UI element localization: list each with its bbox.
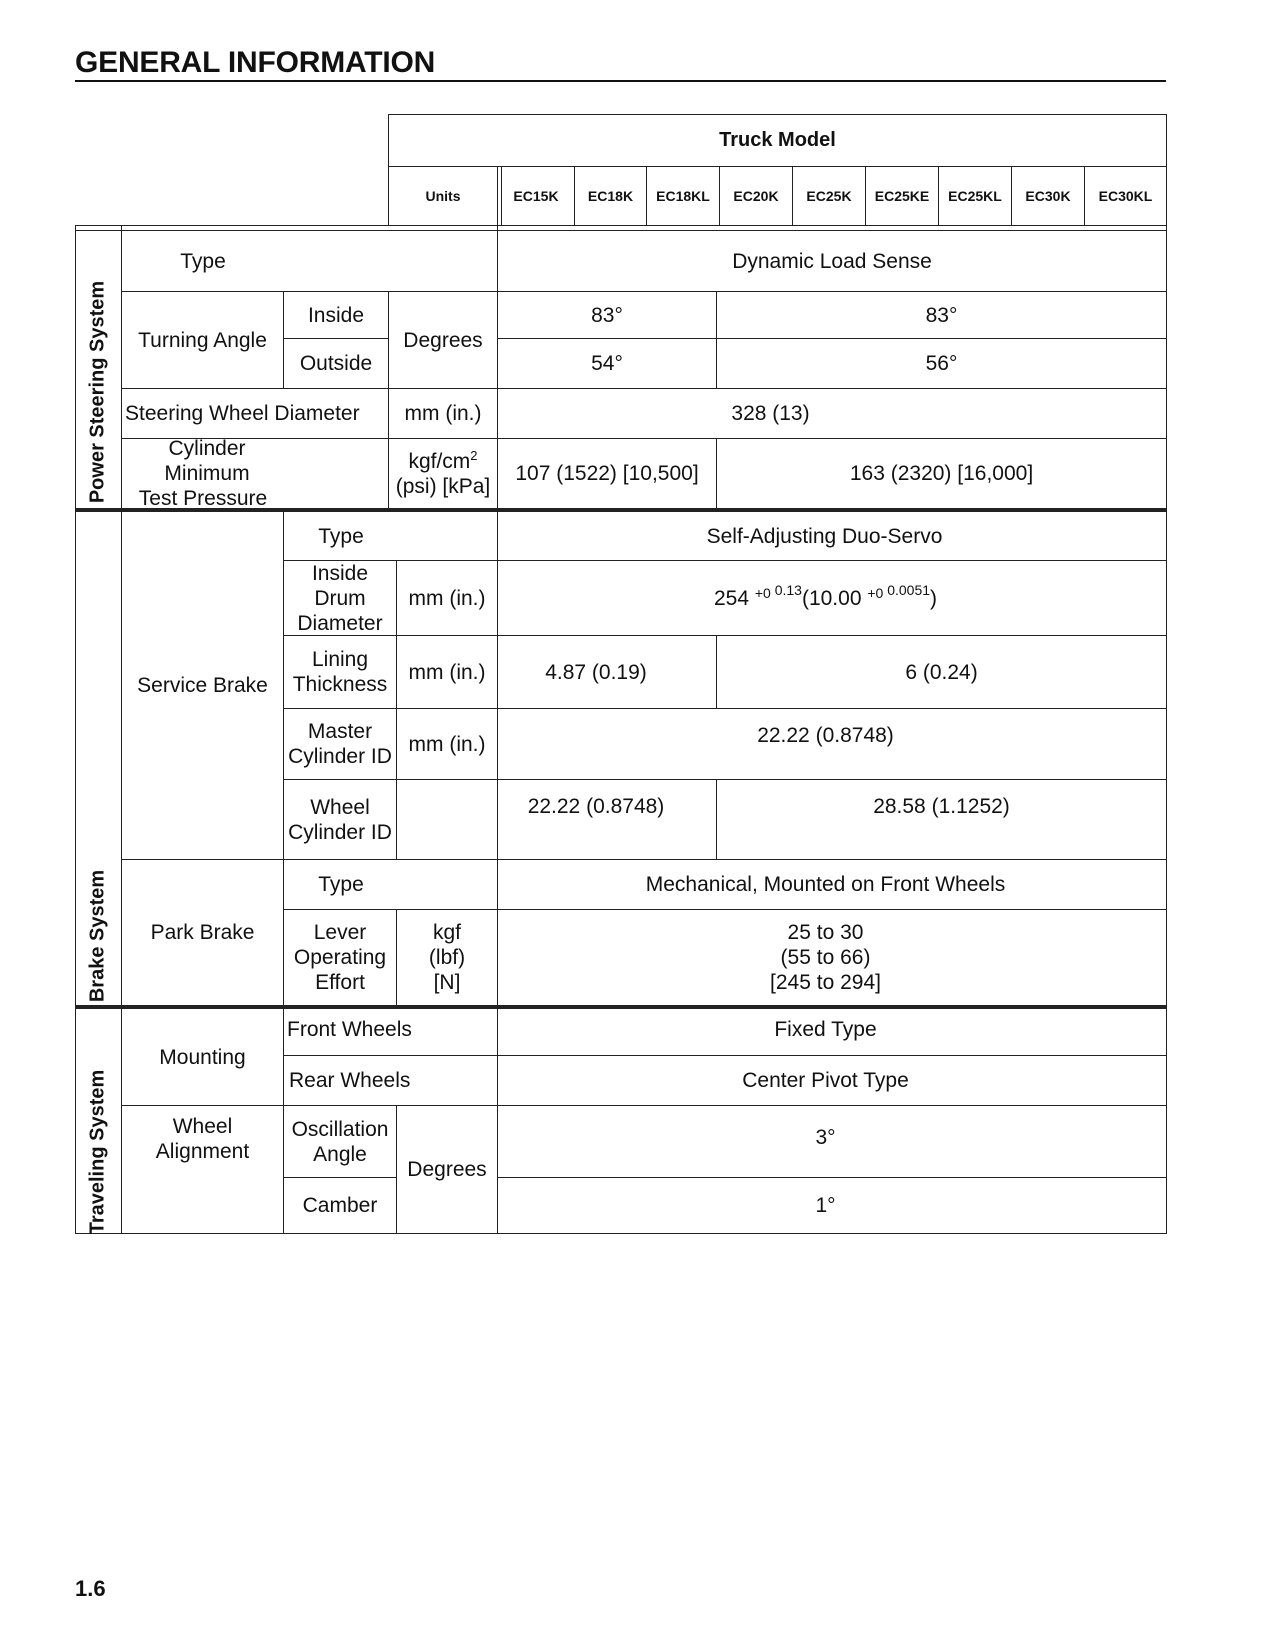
rear-wheels-value: Center Pivot Type	[742, 1069, 909, 1092]
cylinder-test-units	[389, 439, 497, 508]
lever-label-line3: Effort	[315, 971, 365, 994]
model-header: EC30K	[1025, 187, 1071, 204]
lever-label-line2: Operating	[293, 946, 387, 969]
section-label-brake: Brake System	[86, 869, 109, 1003]
service-brake-label: Service Brake	[137, 674, 268, 697]
cylinder-test-value-b: 163 (2320) [16,000]	[849, 462, 1034, 485]
wheel-diameter-label: Steering Wheel Diameter	[125, 402, 360, 425]
outside-label: Outside	[299, 352, 373, 375]
steering-type-label: Type	[180, 249, 226, 273]
master-value: 22.22 (0.8748)	[757, 723, 894, 747]
master-units: mm (in.)	[408, 732, 486, 756]
drum-in-plus: +0	[867, 584, 884, 601]
lever-units-line3: [N]	[433, 971, 461, 994]
line	[1166, 114, 1167, 1234]
lever-units	[397, 910, 497, 1005]
drum-label-line1: Inside Drum	[311, 561, 369, 610]
lever-units-line1: kgf	[432, 921, 461, 944]
turning-units: Degrees	[403, 328, 483, 352]
model-header: EC15K	[513, 187, 559, 204]
model-header: EC18KL	[656, 187, 710, 204]
drum-value-text	[713, 581, 938, 611]
title-rule	[75, 80, 1166, 82]
steering-type-value: Dynamic Load Sense	[732, 249, 932, 273]
lever-value-line1: 25 to 30	[787, 921, 864, 944]
alignment-units: Degrees	[407, 1158, 487, 1181]
units-text: kgf/cm	[408, 449, 471, 473]
lining-units: mm (in.)	[408, 660, 486, 684]
page-number: 1.6	[75, 1576, 106, 1601]
rear-wheels-label: Rear Wheels	[289, 1069, 411, 1092]
brake-type-value: Self-Adjusting Duo-Servo	[706, 524, 943, 548]
drum-close: )	[930, 586, 938, 610]
wheel-diameter-value: 328 (13)	[731, 402, 810, 425]
front-wheels-label: Front Wheels	[287, 1017, 412, 1041]
lever-value-line2: (55 to 66)	[780, 946, 871, 969]
page-title: GENERAL INFORMATION	[75, 46, 436, 79]
osc-label-line2: Angle	[313, 1142, 367, 1166]
model-header: EC25KE	[874, 187, 930, 204]
master-label-line1: Master	[307, 720, 373, 743]
cylinder-test-label-line2: Test Pressure	[138, 487, 268, 510]
lining-value-b: 6 (0.24)	[905, 660, 978, 684]
model-header: EC25K	[806, 187, 852, 204]
drum-units: mm (in.)	[408, 586, 486, 610]
line	[75, 1233, 1167, 1234]
inside-value-a: 83°	[591, 303, 623, 327]
drum-label-line2: Diameter	[297, 611, 383, 635]
osc-label-line1: Oscillation	[291, 1117, 389, 1141]
turning-angle-label: Turning Angle	[138, 328, 267, 352]
cylinder-test-units-line1	[408, 449, 477, 474]
truck-model-header: Truck Model	[719, 128, 836, 151]
lining-label	[284, 636, 396, 708]
drum-base: 254	[713, 586, 755, 610]
lever-value-line3: [245 to 294]	[770, 971, 881, 994]
drum-diameter-value	[498, 561, 1153, 635]
model-header: EC25KL	[948, 187, 1002, 204]
wheel-alignment-label	[122, 1106, 283, 1178]
front-wheels-value: Fixed Type	[774, 1017, 877, 1041]
cylinder-test-units-line2: (psi) [kPa]	[395, 474, 491, 498]
outside-value-a: 54°	[591, 352, 623, 375]
alignment-label-line2: Alignment	[155, 1140, 250, 1163]
drum-plus: +0	[754, 584, 771, 601]
lever-units-line2: (lbf)	[428, 946, 466, 969]
drum-tolerance: 0.13	[770, 581, 802, 598]
outside-value-b: 56°	[925, 352, 958, 375]
brake-type-label: Type	[318, 524, 364, 548]
cylinder-test-label-line1: Cylinder Minimum	[164, 437, 250, 485]
wheelcyl-label-line2: Cylinder ID	[288, 820, 392, 844]
model-header: EC20K	[733, 187, 779, 204]
mounting-label: Mounting	[159, 1045, 246, 1069]
lever-label-line1: Lever	[313, 921, 367, 944]
lever-effort-value	[498, 910, 1153, 1005]
drum-in-base: (10.00	[801, 586, 868, 610]
section-label-traveling: Traveling System	[86, 1069, 109, 1235]
cylinder-test-value-a: 107 (1522) [10,500]	[515, 462, 699, 485]
units-superscript: 2	[470, 447, 478, 463]
model-header: EC18K	[587, 187, 634, 204]
lever-effort-label	[284, 910, 396, 1005]
line	[75, 225, 76, 1234]
oscillation-angle-label	[284, 1106, 396, 1177]
drum-diameter-label	[284, 561, 396, 635]
master-cylinder-label	[284, 709, 396, 779]
park-brake-label: Park Brake	[150, 921, 255, 944]
inside-label: Inside	[307, 303, 365, 327]
wheel-cylinder-value-a: 22.22 (0.8748)	[527, 794, 665, 818]
camber-value: 1°	[815, 1194, 836, 1217]
oscillation-value: 3°	[815, 1125, 836, 1149]
units-header: Units	[425, 187, 461, 204]
wheel-diameter-units: mm (in.)	[404, 402, 482, 425]
wheel-cylinder-label	[284, 780, 396, 859]
camber-label: Camber	[302, 1194, 378, 1217]
drum-in-tolerance: 0.0051	[883, 581, 931, 598]
wheel-cylinder-value-b: 28.58 (1.1252)	[873, 794, 1010, 818]
lining-label-line2: Thickness	[292, 673, 388, 696]
master-label-line2: Cylinder ID	[288, 745, 392, 768]
park-type-value: Mechanical, Mounted on Front Wheels	[645, 873, 1006, 896]
lining-label-line1: Lining	[311, 648, 369, 671]
lining-value-a: 4.87 (0.19)	[545, 660, 647, 684]
cylinder-test-label	[122, 439, 284, 508]
wheelcyl-label-line1: Wheel	[310, 795, 370, 819]
model-header: EC30KL	[1098, 187, 1153, 204]
alignment-label-line1: Wheel	[172, 1115, 233, 1138]
inside-value-b: 83°	[925, 303, 958, 327]
section-label-power-steering: Power Steering System	[86, 280, 109, 504]
park-type-label: Type	[318, 873, 364, 896]
